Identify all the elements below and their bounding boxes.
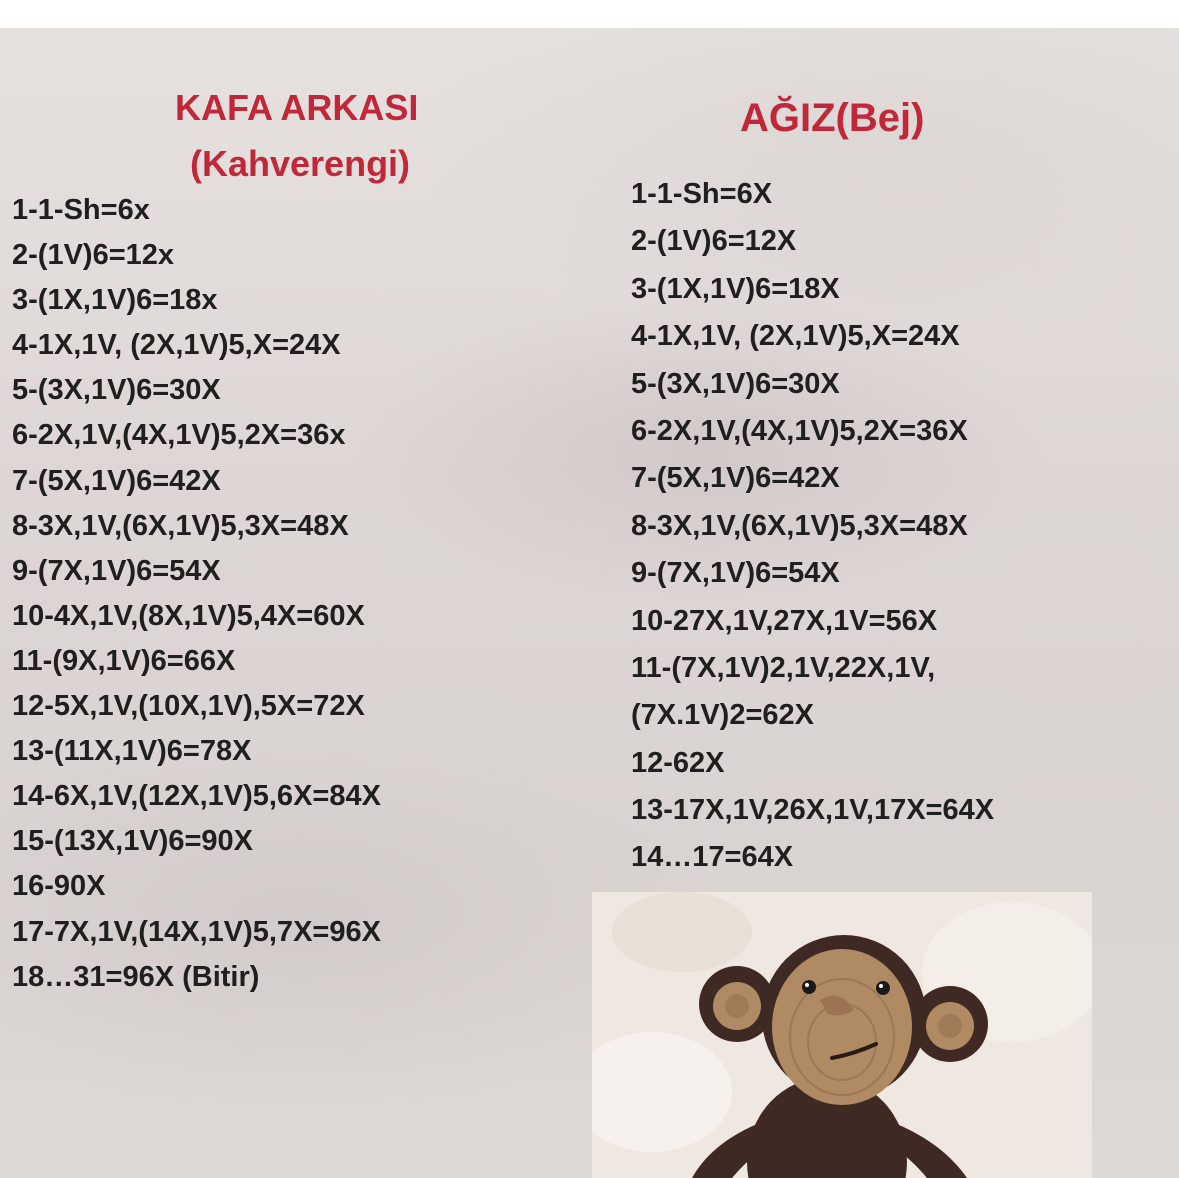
right-step: 10-27X,1V,27X,1V=56X [631,604,938,637]
right-step: 3-(1X,1V)6=18X [631,272,840,305]
top-bar [0,0,1179,28]
right-step: 9-(7X,1V)6=54X [631,557,840,590]
left-step: 8-3X,1V,(6X,1V)5,3X=48X [12,509,349,542]
right-step: 7-(5X,1V)6=42X [631,462,840,495]
pattern-page [0,28,1179,1178]
right-step: 14…17=64X [631,841,794,874]
left-step: 18…31=96X (Bitir) [12,960,260,993]
right-step: 4-1X,1V, (2X,1V)5,X=24X [631,320,960,353]
right-title: AĞIZ(Bej) [740,96,925,140]
right-step: 2-(1V)6=12X [631,225,797,258]
right-step: 8-3X,1V,(6X,1V)5,3X=48X [631,509,968,542]
left-step: 6-2X,1V,(4X,1V)5,2X=36x [12,419,346,452]
left-title-line2: (Kahverengi) [190,143,411,184]
left-step: 9-(7X,1V)6=54X [12,554,221,587]
left-step: 7-(5X,1V)6=42X [12,464,221,497]
left-step: 12-5X,1V,(10X,1V),5X=72X [12,690,365,723]
left-step: 2-(1V)6=12x [12,239,175,272]
monkey-illustration [592,892,1092,1178]
left-step: 16-90X [12,870,106,903]
right-step: 6-2X,1V,(4X,1V)5,2X=36X [631,414,968,447]
left-step: 13-(11X,1V)6=78X [12,735,252,768]
right-step: 1-1-Sh=6X [631,178,773,210]
left-step: 17-7X,1V,(14X,1V)5,7X=96X [12,915,381,948]
left-step-list [12,188,381,1000]
left-step: 1-1-Sh=6x [12,194,150,226]
left-step: 15-(13X,1V)6=90X [12,825,254,858]
left-step: 10-4X,1V,(8X,1V)5,4X=60X [12,599,365,632]
right-step: 13-17X,1V,26X,1V,17X=64X [631,794,995,827]
left-step: 11-(9X,1V)6=66X [12,644,236,677]
monkey-right-eye [876,981,890,995]
right-step: 11-(7X,1V)2,1V,22X,1V, [631,651,936,684]
right-step: 5-(3X,1V)6=30X [631,367,840,400]
left-step: 3-(1X,1V)6=18x [12,284,218,317]
left-step: 14-6X,1V,(12X,1V)5,6X=84X [12,780,381,813]
right-step: (7X.1V)2=62X [631,699,814,732]
monkey-photo [592,892,1092,1178]
monkey-face [772,949,912,1105]
right-step: 12-62X [631,746,725,779]
right-step-list [631,171,994,882]
monkey-left-eye [802,980,816,994]
left-step: 4-1X,1V, (2X,1V)5,X=24X [12,329,341,362]
left-title-line1: KAFA ARKASI [175,87,419,128]
left-step: 5-(3X,1V)6=30X [12,374,221,407]
